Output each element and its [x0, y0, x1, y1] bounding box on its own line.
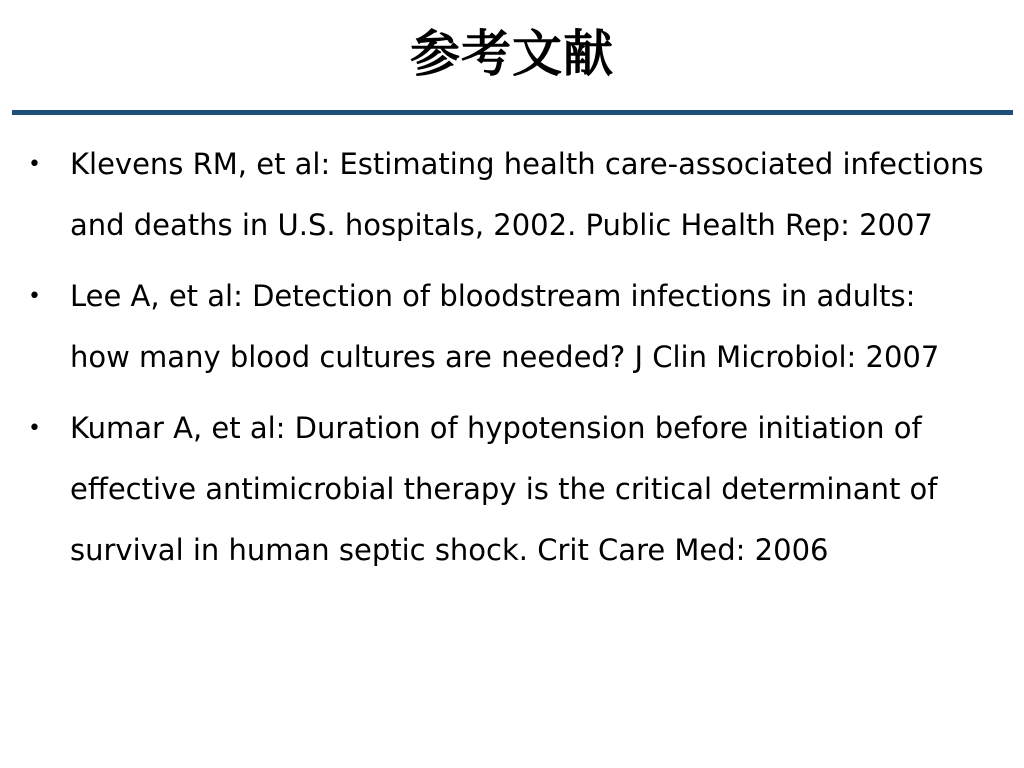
reference-text: Kumar A, et al: Duration of hypotension before initiation of effective antimicrobial therapy is the critical determinant of survival in human septic shock. Crit Care Med: 2006 [70, 411, 938, 567]
reference-text: Klevens RM, et al: Estimating health care-associated infections and deaths in U.S. hospitals, 2002. Public Health Rep: 2007 [70, 147, 984, 242]
reference-item [0, 134, 1024, 256]
title-divider [12, 110, 1013, 115]
bullet-icon: • [28, 152, 41, 177]
reference-list [0, 134, 1024, 591]
bullet-icon: • [28, 416, 41, 441]
reference-item [0, 398, 1024, 581]
bullet-icon: • [28, 284, 41, 309]
slide-title: 参考文献 [410, 25, 614, 83]
reference-text: Lee A, et al: Detection of bloodstream infections in adults: how many blood cultures are needed? J Clin Microbiol: 2007 [70, 279, 940, 374]
reference-item [0, 266, 1024, 388]
